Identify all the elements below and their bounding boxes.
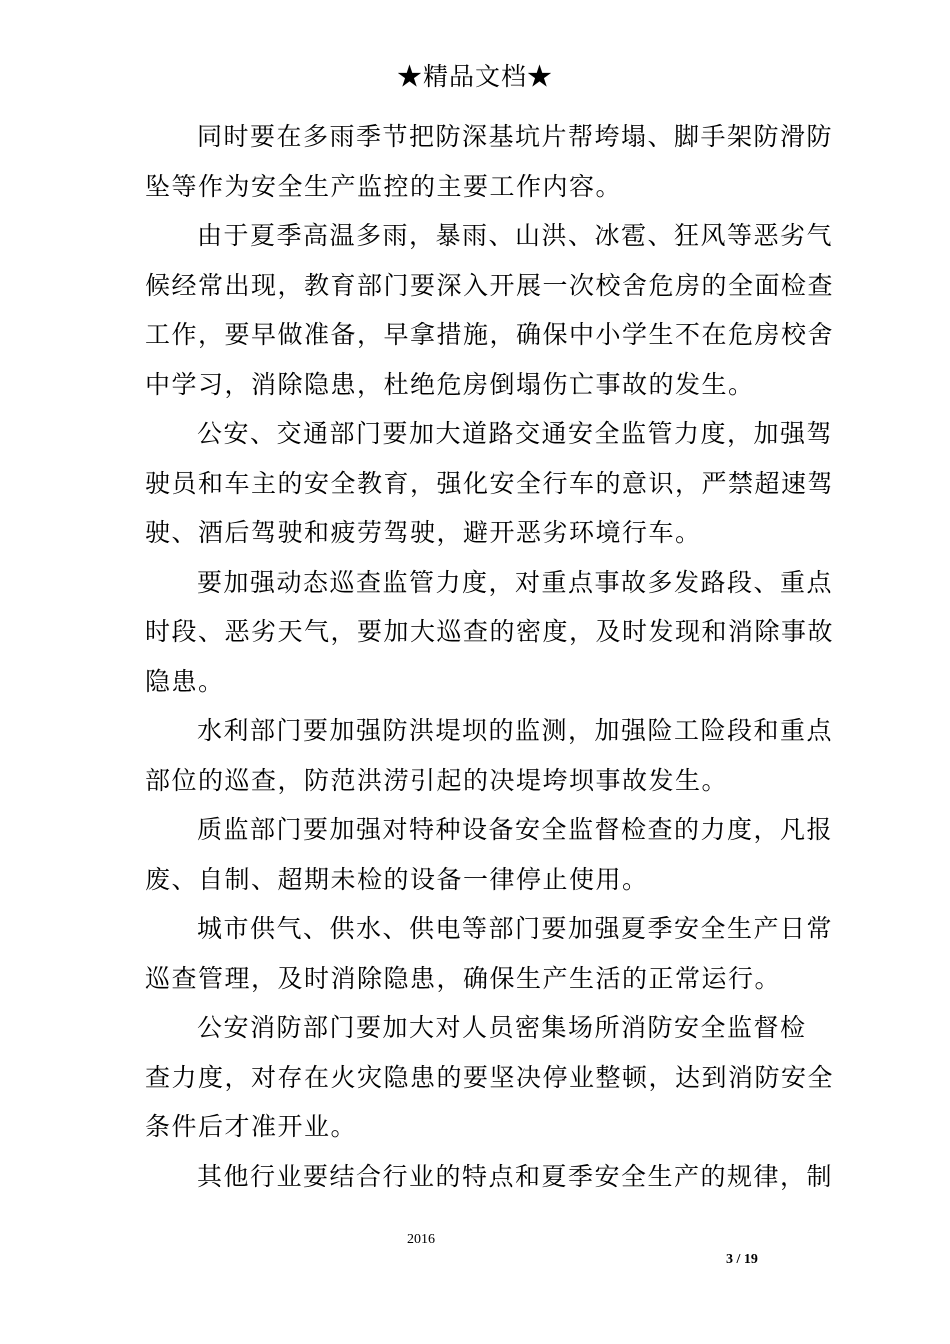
paragraph-5 bbox=[145, 706, 835, 805]
page-number: 3 / 19 bbox=[726, 1252, 758, 1267]
paragraph-line: 时段、恶劣天气，要加大巡查的密度，及时发现和消除事故 bbox=[145, 617, 835, 646]
paragraph-3 bbox=[145, 409, 835, 558]
footer-year: 2016 bbox=[407, 1232, 435, 1247]
paragraph-line: 部位的巡查，防范洪涝引起的决堤垮坝事故发生。 bbox=[145, 765, 729, 795]
paragraph-line: 质监部门要加强对特种设备安全监督检查的力度，凡报 bbox=[197, 815, 834, 844]
paragraph-4 bbox=[145, 558, 835, 707]
paragraph-line: 驶员和车主的安全教育，强化安全行车的意识，严禁超速驾 bbox=[145, 468, 835, 498]
paragraph-9 bbox=[145, 1152, 835, 1202]
paragraph-line: 废、自制、超期未检的设备一律停止使用。 bbox=[145, 864, 649, 894]
paragraph-line: 驶、酒后驾驶和疲劳驾驶，避开恶劣环境行车。 bbox=[145, 518, 702, 547]
paragraph-line: 工作，要早做准备，早拿措施，确保中小学生不在危房校舍 bbox=[145, 320, 835, 349]
paragraph-line: 城市供气、供水、供电等部门要加强夏季安全生产日常 bbox=[197, 914, 834, 943]
paragraph-line: 公安、交通部门要加大道路交通安全监管力度，加强驾 bbox=[197, 419, 834, 448]
paragraph-line: 坠等作为安全生产监控的主要工作内容。 bbox=[145, 171, 623, 201]
paragraph-1 bbox=[145, 112, 835, 211]
paragraph-line: 公安消防部门要加大对人员密集场所消防安全监督检 bbox=[197, 1013, 807, 1042]
paragraph-8 bbox=[145, 1003, 835, 1152]
paragraph-line: 由于夏季高温多雨，暴雨、山洪、冰雹、狂风等恶劣气 bbox=[197, 221, 834, 250]
document-header-title: ★精品文档★ bbox=[396, 62, 553, 91]
paragraph-line: 要加强动态巡查监管力度，对重点事故多发路段、重点 bbox=[197, 567, 834, 597]
paragraph-line: 同时要在多雨季节把防深基坑片帮垮塌、脚手架防滑防 bbox=[197, 122, 834, 151]
paragraph-line: 水利部门要加强防洪堤坝的监测，加强险工险段和重点 bbox=[197, 716, 834, 745]
paragraph-line: 查力度，对存在火灾隐患的要坚决停业整顿，达到消防安全 bbox=[145, 1062, 835, 1092]
paragraph-line: 条件后才准开业。 bbox=[145, 1112, 358, 1141]
paragraph-line: 隐患。 bbox=[145, 666, 225, 696]
paragraph-7 bbox=[145, 904, 835, 1003]
paragraph-6 bbox=[145, 805, 835, 904]
paragraph-line: 候经常出现，教育部门要深入开展一次校舍危房的全面检查 bbox=[145, 270, 835, 300]
paragraph-2 bbox=[145, 211, 835, 409]
paragraph-line: 中学习，消除隐患，杜绝危房倒塌伤亡事故的发生。 bbox=[145, 369, 755, 399]
paragraph-line: 其他行业要结合行业的特点和夏季安全生产的规律，制 bbox=[197, 1161, 834, 1191]
paragraph-line: 巡查管理，及时消除隐患，确保生产生活的正常运行。 bbox=[145, 963, 782, 993]
document-body bbox=[145, 112, 835, 1201]
